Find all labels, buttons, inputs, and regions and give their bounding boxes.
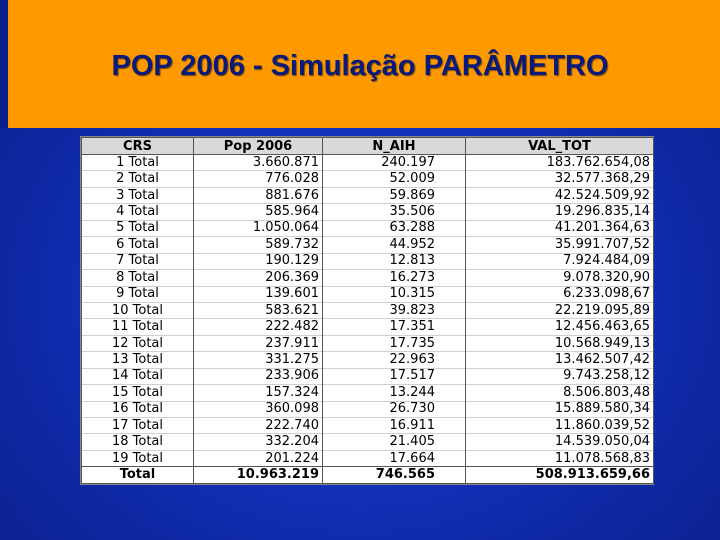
table-row [82, 335, 654, 351]
cell-crs: 1 Total [82, 155, 194, 171]
cell-crs: 19 Total [82, 450, 194, 466]
cell-n-aih: 39.823 [323, 302, 466, 318]
table-row [82, 155, 654, 171]
cell-crs: 4 Total [82, 204, 194, 220]
cell-n-aih: 240.197 [323, 155, 466, 171]
cell-crs: 10 Total [82, 302, 194, 318]
cell-n-aih: 26.730 [323, 401, 466, 417]
table-row [82, 418, 654, 434]
page-title: POP 2006 - Simulação PARÂMETRO [111, 50, 609, 82]
table-total-row [82, 467, 654, 484]
cell-crs: 11 Total [82, 319, 194, 335]
table-row [82, 204, 654, 220]
cell-n-aih: 21.405 [323, 434, 466, 450]
cell-val-tot: 35.991.707,52 [466, 237, 654, 253]
cell-n-aih: 22.963 [323, 352, 466, 368]
cell-crs: 8 Total [82, 270, 194, 286]
table-row [82, 270, 654, 286]
total-cell-n-aih: 746.565 [323, 467, 466, 484]
cell-n-aih: 17.664 [323, 450, 466, 466]
table-row [82, 302, 654, 318]
cell-pop-2006: 233.906 [194, 368, 323, 384]
table-row [82, 352, 654, 368]
cell-pop-2006: 139.601 [194, 286, 323, 302]
cell-pop-2006: 190.129 [194, 253, 323, 269]
cell-val-tot: 8.506.803,48 [466, 385, 654, 401]
cell-n-aih: 52.009 [323, 171, 466, 187]
cell-val-tot: 13.462.507,42 [466, 352, 654, 368]
total-cell-crs: Total [82, 467, 194, 484]
cell-crs: 5 Total [82, 220, 194, 236]
cell-pop-2006: 222.740 [194, 418, 323, 434]
cell-crs: 17 Total [82, 418, 194, 434]
cell-n-aih: 17.351 [323, 319, 466, 335]
cell-crs: 7 Total [82, 253, 194, 269]
data-table [81, 137, 654, 484]
table-row [82, 253, 654, 269]
table-row [82, 187, 654, 203]
cell-val-tot: 19.296.835,14 [466, 204, 654, 220]
cell-pop-2006: 222.482 [194, 319, 323, 335]
cell-pop-2006: 881.676 [194, 187, 323, 203]
table-row [82, 237, 654, 253]
cell-pop-2006: 237.911 [194, 335, 323, 351]
cell-n-aih: 13.244 [323, 385, 466, 401]
cell-val-tot: 11.078.568,83 [466, 450, 654, 466]
table-row [82, 319, 654, 335]
cell-n-aih: 44.952 [323, 237, 466, 253]
cell-crs: 13 Total [82, 352, 194, 368]
data-table-container [80, 136, 654, 485]
cell-val-tot: 6.233.098,67 [466, 286, 654, 302]
cell-pop-2006: 3.660.871 [194, 155, 323, 171]
cell-val-tot: 14.539.050,04 [466, 434, 654, 450]
cell-crs: 16 Total [82, 401, 194, 417]
header-crs: CRS [82, 138, 194, 155]
cell-val-tot: 9.078.320,90 [466, 270, 654, 286]
table-row [82, 368, 654, 384]
table-row [82, 171, 654, 187]
cell-n-aih: 17.517 [323, 368, 466, 384]
cell-val-tot: 12.456.463,65 [466, 319, 654, 335]
cell-crs: 6 Total [82, 237, 194, 253]
table-body [82, 155, 654, 484]
cell-n-aih: 10.315 [323, 286, 466, 302]
total-cell-val-tot: 508.913.659,66 [466, 467, 654, 484]
cell-crs: 15 Total [82, 385, 194, 401]
table-row [82, 450, 654, 466]
table-row [82, 434, 654, 450]
cell-pop-2006: 360.098 [194, 401, 323, 417]
cell-pop-2006: 589.732 [194, 237, 323, 253]
cell-val-tot: 42.524.509,92 [466, 187, 654, 203]
cell-pop-2006: 585.964 [194, 204, 323, 220]
cell-crs: 18 Total [82, 434, 194, 450]
header-pop-2006: Pop 2006 [194, 138, 323, 155]
cell-pop-2006: 776.028 [194, 171, 323, 187]
cell-pop-2006: 157.324 [194, 385, 323, 401]
cell-pop-2006: 332.204 [194, 434, 323, 450]
cell-val-tot: 15.889.580,34 [466, 401, 654, 417]
table-row [82, 286, 654, 302]
cell-val-tot: 22.219.095,89 [466, 302, 654, 318]
cell-pop-2006: 583.621 [194, 302, 323, 318]
header-n-aih: N_AIH [323, 138, 466, 155]
table-header-row [82, 138, 654, 155]
cell-val-tot: 11.860.039,52 [466, 418, 654, 434]
cell-n-aih: 16.273 [323, 270, 466, 286]
cell-n-aih: 63.288 [323, 220, 466, 236]
cell-val-tot: 9.743.258,12 [466, 368, 654, 384]
cell-n-aih: 35.506 [323, 204, 466, 220]
cell-n-aih: 16.911 [323, 418, 466, 434]
cell-val-tot: 7.924.484,09 [466, 253, 654, 269]
total-cell-pop-2006: 10.963.219 [194, 467, 323, 484]
cell-pop-2006: 331.275 [194, 352, 323, 368]
cell-val-tot: 41.201.364,63 [466, 220, 654, 236]
cell-crs: 14 Total [82, 368, 194, 384]
cell-n-aih: 17.735 [323, 335, 466, 351]
cell-crs: 3 Total [82, 187, 194, 203]
cell-crs: 2 Total [82, 171, 194, 187]
cell-pop-2006: 206.369 [194, 270, 323, 286]
cell-crs: 9 Total [82, 286, 194, 302]
table-row [82, 220, 654, 236]
cell-pop-2006: 201.224 [194, 450, 323, 466]
cell-val-tot: 183.762.654,08 [466, 155, 654, 171]
cell-crs: 12 Total [82, 335, 194, 351]
table-row [82, 385, 654, 401]
table-row [82, 401, 654, 417]
cell-pop-2006: 1.050.064 [194, 220, 323, 236]
cell-val-tot: 10.568.949,13 [466, 335, 654, 351]
cell-val-tot: 32.577.368,29 [466, 171, 654, 187]
cell-n-aih: 12.813 [323, 253, 466, 269]
header-val-tot: VAL_TOT [466, 138, 654, 155]
cell-n-aih: 59.869 [323, 187, 466, 203]
